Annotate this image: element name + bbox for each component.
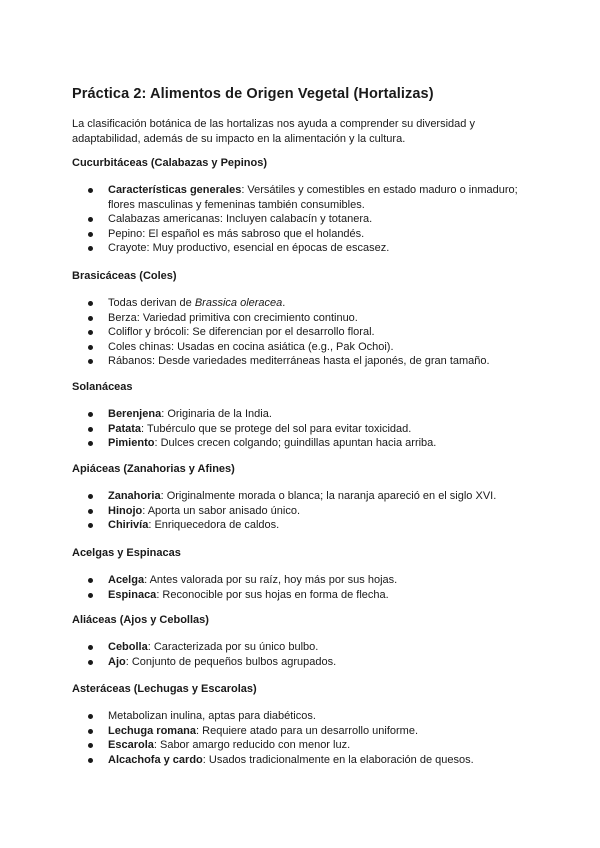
item-term: Ajo [108, 655, 126, 668]
intro-paragraph: La clasificación botánica de las hortalizas nos ayuda a comprender su diversidad y adaptabilidad, además de su impacto en la alimentación y la cultura. [72, 118, 475, 145]
list-item: Coles chinas: Usadas en cocina asiática (e.g., Pak Ochoi). [72, 340, 542, 355]
bullet-icon [88, 217, 93, 222]
bullet-list [72, 709, 542, 767]
item-term: Zanahoria [108, 490, 161, 502]
bullet-list [72, 296, 542, 369]
item-term: Patata [108, 422, 142, 435]
item-term: Características generales [108, 184, 242, 196]
section-title: Acelgas y Espinacas [72, 547, 181, 559]
bullet-icon [88, 441, 93, 446]
list-item: Pimiento: Dulces crecen colgando; guindillas apuntan hacia arriba. [72, 436, 542, 451]
item-term: Alcachofa y cardo [108, 753, 203, 766]
item-term: Lechuga romana [108, 724, 197, 737]
bullet-icon [88, 345, 93, 350]
item-term: Chirivía [108, 519, 149, 532]
list-item: Zanahoria: Originalmente morada o blanca; la naranja apareció en el siglo XVI. [72, 489, 542, 504]
item-term: Pimiento [108, 437, 155, 450]
bullet-icon [88, 412, 93, 417]
list-item: Características generales: Versátiles y comestibles en estado maduro o inmaduro; flores masculinas y femeninas también consumibles. [72, 183, 542, 212]
list-item: Coliflor y brócoli: Se diferencian por el desarrollo floral. [72, 325, 542, 340]
list-item: Ajo: Conjunto de pequeños bulbos agrupados. [72, 655, 542, 670]
item-term: Hinojo [108, 504, 143, 517]
bullet-icon [88, 758, 93, 763]
bullet-icon [88, 246, 93, 251]
bullet-icon [88, 578, 93, 583]
bullet-list [72, 573, 542, 602]
list-item: Metabolizan inulina, aptas para diabéticos. [72, 709, 542, 724]
bullet-icon [88, 330, 93, 335]
list-item: Alcachofa y cardo: Usados tradicionalmente en la elaboración de quesos. [72, 753, 542, 768]
list-item: Patata: Tubérculo que se protege del sol para evitar toxicidad. [72, 422, 542, 437]
bullet-list [72, 407, 542, 451]
bullet-icon [88, 509, 93, 514]
list-item: Acelga: Antes valorada por su raíz, hoy más por sus hojas. [72, 573, 542, 588]
bullet-icon [88, 729, 93, 734]
list-item: Lechuga romana: Requiere atado para un desarrollo uniforme. [72, 724, 542, 739]
bullet-icon [88, 660, 93, 665]
bullet-icon [88, 645, 93, 650]
list-item: Espinaca: Reconocible por sus hojas en forma de flecha. [72, 588, 542, 603]
list-item: Berza: Variedad primitiva con crecimiento continuo. [72, 311, 542, 326]
section-title: Asteráceas (Lechugas y Escarolas) [72, 683, 257, 695]
list-item: Crayote: Muy productivo, esencial en épocas de escasez. [72, 241, 542, 256]
bullet-icon [88, 188, 93, 193]
list-item: Rábanos: Desde variedades mediterráneas hasta el japonés, de gran tamaño. [72, 354, 542, 369]
bullet-icon [88, 232, 93, 237]
item-term: Berenjena [108, 408, 162, 420]
bullet-icon [88, 427, 93, 432]
list-item: Pepino: El español es más sabroso que el holandés. [72, 227, 542, 242]
list-item: Calabazas americanas: Incluyen calabacín y totanera. [72, 212, 542, 227]
section-title: Apiáceas (Zanahorias y Afines) [72, 463, 235, 475]
section-title: Cucurbitáceas (Calabazas y Pepinos) [72, 157, 268, 169]
bullet-list [72, 640, 542, 669]
item-scientific-name: Brassica oleracea [194, 297, 283, 309]
list-item: Berenjena: Originaria de la India. [72, 407, 542, 422]
bullet-list [72, 489, 542, 533]
item-term: Espinaca [108, 588, 157, 601]
item-term: Escarola [108, 739, 154, 752]
bullet-icon [88, 359, 93, 364]
list-item: Hinojo: Aporta un sabor anisado único. [72, 504, 542, 519]
bullet-icon [88, 523, 93, 528]
section-title: Aliáceas (Ajos y Cebollas) [72, 614, 209, 626]
list-item: Escarola: Sabor amargo reducido con menor luz. [72, 738, 542, 753]
list-item: Todas derivan de Brassica oleracea. [72, 296, 542, 311]
bullet-icon [88, 593, 93, 598]
section-title: Brasicáceas (Coles) [72, 270, 177, 282]
list-item: Cebolla: Caracterizada por su único bulbo. [72, 640, 542, 655]
page-title: Práctica 2: Alimentos de Origen Vegetal (Hortalizas) [72, 86, 434, 102]
bullet-icon [88, 714, 93, 719]
list-item: Chirivía: Enriquecedora de caldos. [72, 518, 542, 533]
bullet-icon [88, 743, 93, 748]
item-term: Acelga [108, 574, 145, 586]
bullet-icon [88, 301, 93, 306]
section-title: Solanáceas [72, 381, 133, 393]
bullet-icon [88, 494, 93, 499]
bullet-icon [88, 316, 93, 321]
item-term: Cebolla [108, 641, 148, 653]
bullet-list [72, 183, 542, 256]
